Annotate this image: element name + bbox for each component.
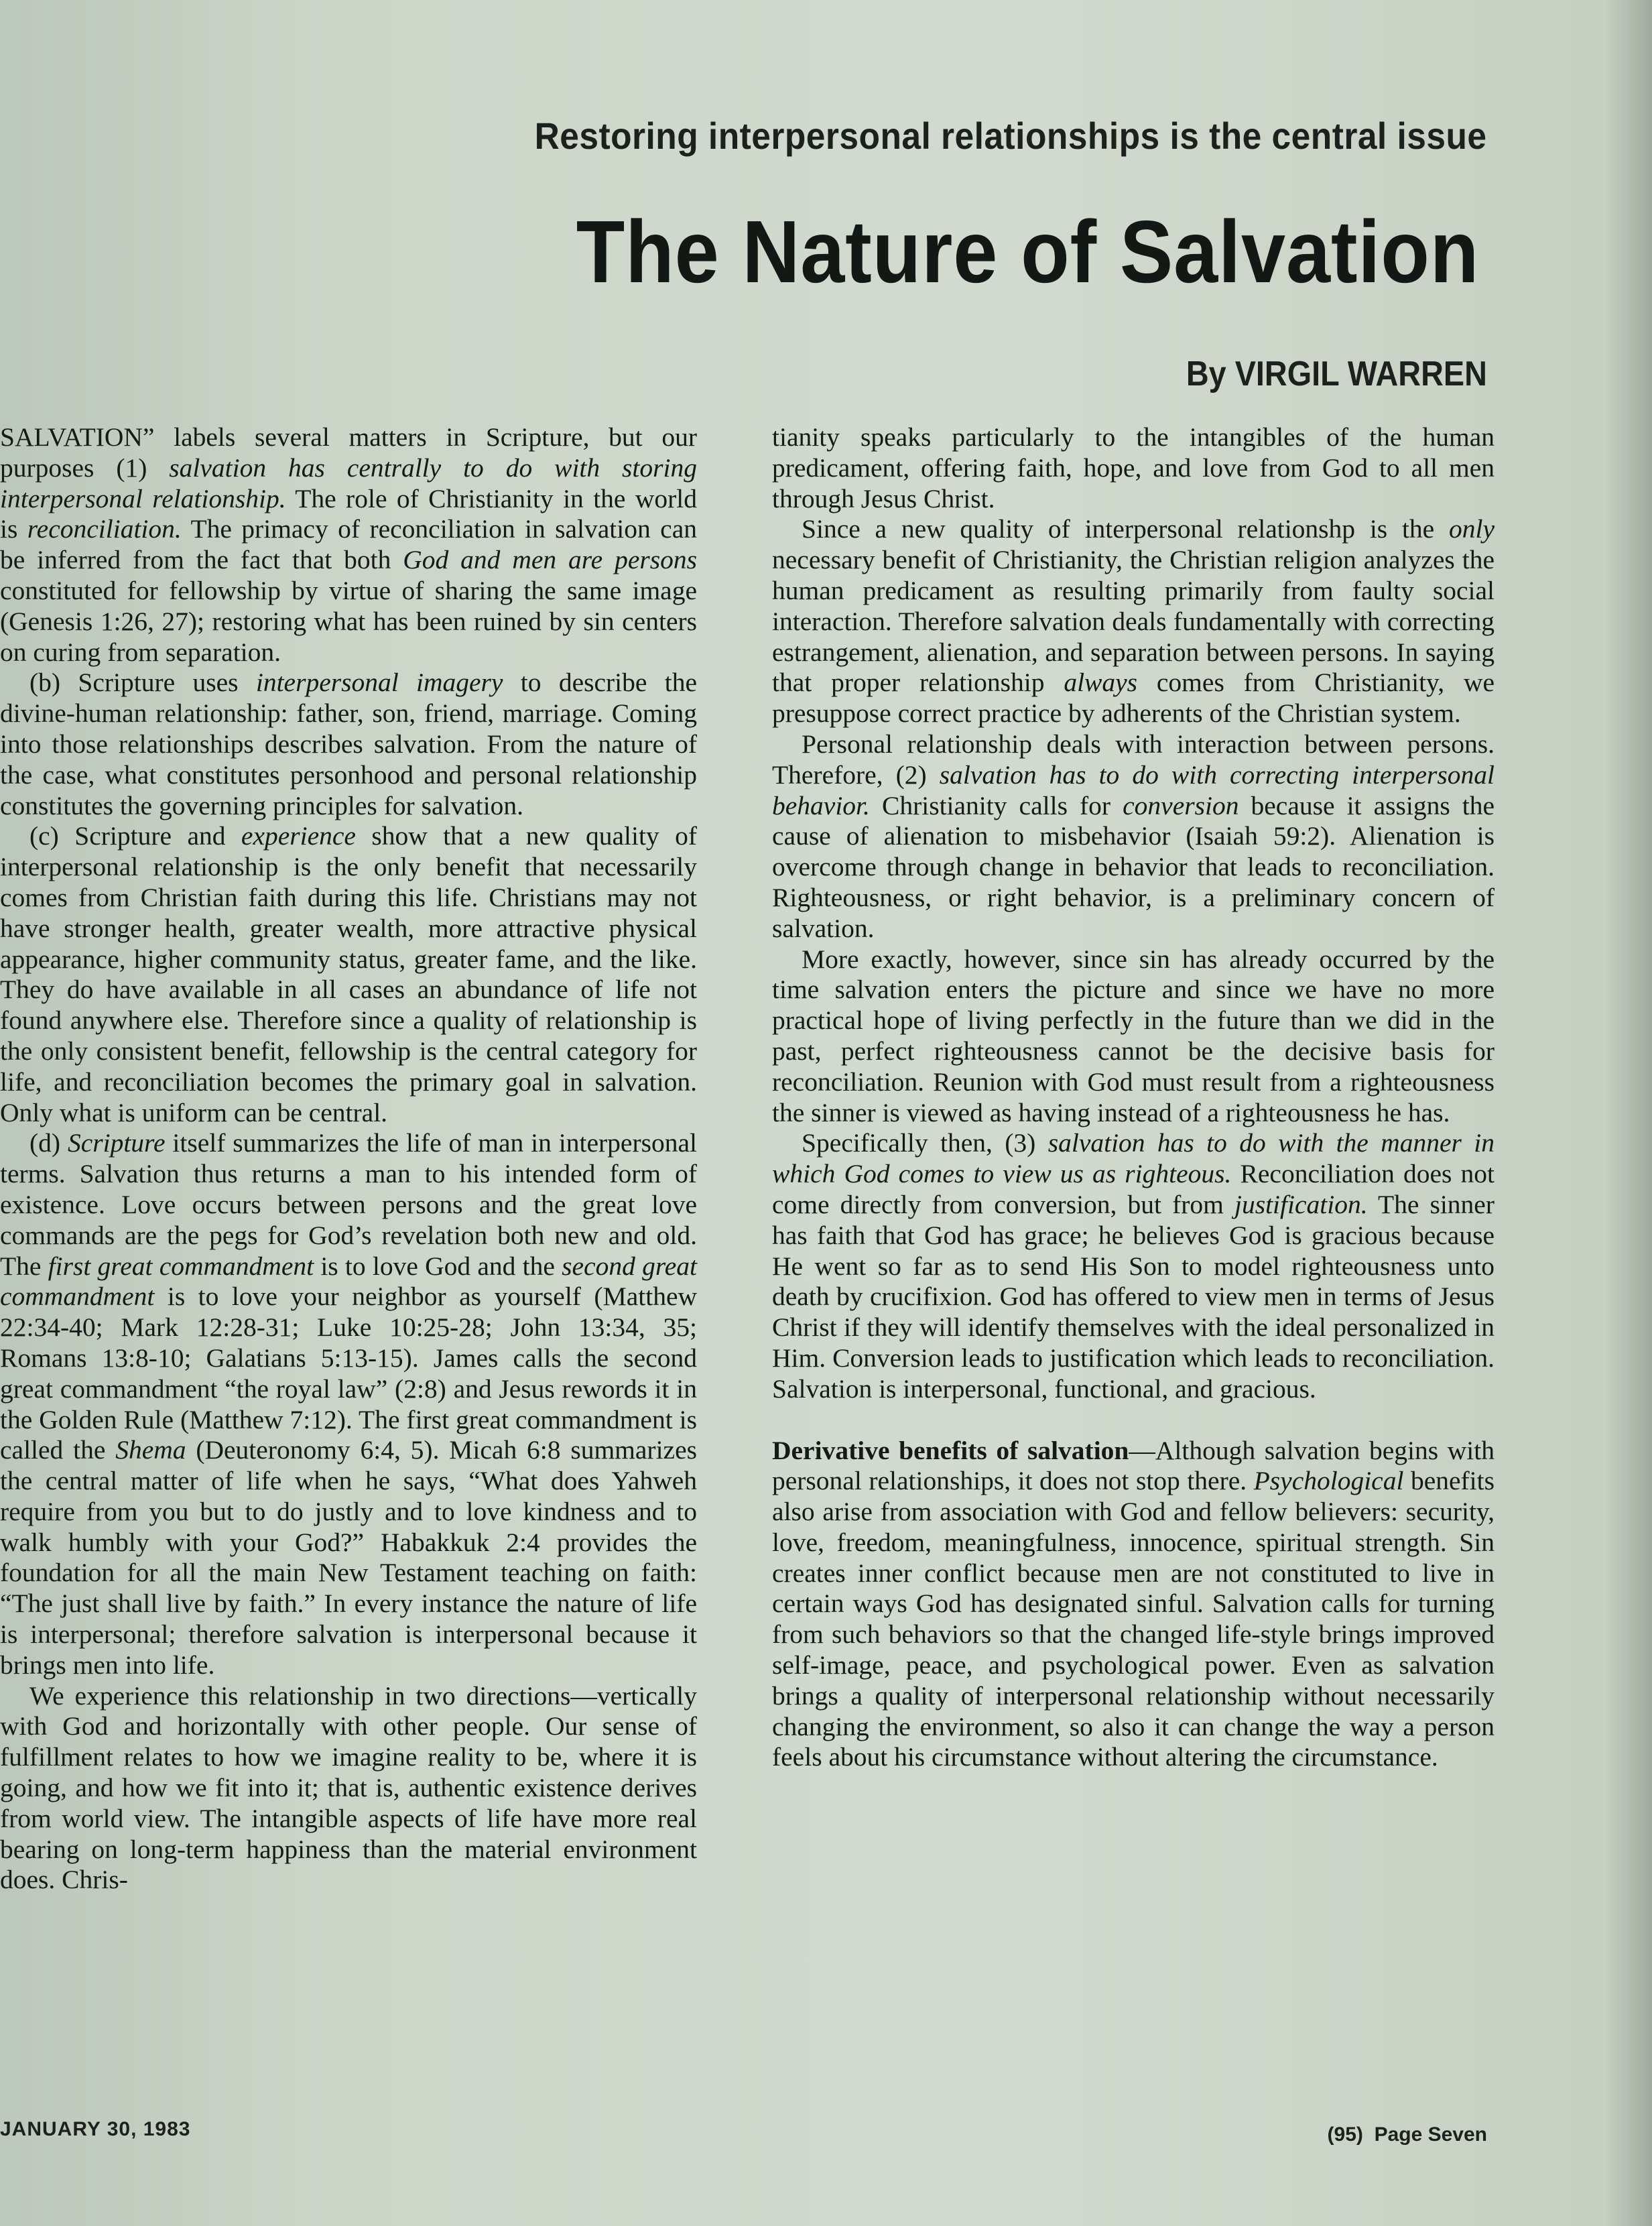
paragraph: Personal relationship deals with interaction between persons. Therefore, (2) salvation has to do with correcting interpersonal behavior. Christianity calls for conversion because it assigns the cause of alienation to misbehavior (Isaiah 59:2). Alienation is overcome through change in behavior that leads to reconciliation. Righteousness, or right behavior, is a preliminary concern of salvation. (772, 729, 1495, 943)
paragraph: (b) Scripture uses interpersonal imagery to describe the divine-human relationship: father, son, friend, marriage. Coming into those relationships describes salvation. From the nature of the case, what constitutes personhood and personal relationship constitutes the governing principles for salvation. (0, 668, 698, 820)
paragraph: Since a new quality of interpersonal relationshp is the only necessary benefit of Christianity, the Christian religion analyzes the human predicament as resulting primarily from faulty social interaction. Therefore salvation deals fundamentally with correcting estrangement, alienation, and separation between persons. In saying that proper relationship always comes from Christianity, we presuppose correct practice by adherents of the Christian system. (772, 514, 1495, 729)
paragraph: (c) Scripture and experience show that a new quality of interpersonal relationship is the only benefit that necessarily comes from Christian faith during this life. Christians may not have stronger health, greater wealth, more attractive physical appearance, higher community status, greater fame, and the like. They do have available in all cases an abundance of life not found anywhere else. Therefore since a quality of relationship is the only consistent benefit, fellowship is the central category for life, and reconciliation becomes the primary goal in salvation. Only what is uniform can be central. (0, 821, 697, 1127)
article-byline: By VIRGIL WARREN (1186, 355, 1487, 393)
paragraph: SALVATION” labels several matters in Scripture, but our purposes (1) salvation has centrally to do with storing interpersonal relationship. The role of Christianity in the world is reconciliation. The primacy of reconciliation in salvation can be inferred from the fact that both God and men are persons constituted for fellowship by virtue of sharing the same image (Genesis 1:26, 27); restoring what has been ruined by sin centers on curing from separation. (0, 422, 698, 667)
article-title: The Nature of Salvation (576, 202, 1479, 301)
issue-date: JANUARY 30, 1983 (0, 2118, 191, 2140)
article-kicker: Restoring interpersonal relationships is the central issue (535, 115, 1487, 157)
page-number: (95) Page Seven (1327, 2123, 1487, 2146)
paragraph: tianity speaks particularly to the intangibles of the human predicament, offering faith, hope, and love from God to all men through Jesus Christ. (772, 422, 1495, 513)
section-subhead: Derivative benefits of salvation (772, 1435, 1129, 1465)
left-column (0, 422, 697, 1896)
paragraph: Derivative benefits of salvation—Although salvation begins with personal relationships, it does not stop there. Psychological benefits also arise from association with God and fellow believers: security, love, freedom, meaningfulness, innocence, spiritual strength. Sin creates inner conflict because men are not constituted to live in certain ways God has designated sinful. Salvation calls for turning from such behaviors so that the changed life-style brings improved self-image, peace, and psychological power. Even as salvation brings a quality of interpersonal relationship without necessarily changing the environment, so also it can change the way a person feels about his circumstance without altering the circumstance. (772, 1435, 1495, 1772)
right-column (772, 422, 1495, 1773)
page-gutter-shadow (1605, 0, 1652, 2226)
paragraph: (d) Scripture itself summarizes the life of man in interpersonal terms. Salvation thus returns a man to his intended form of existence. Love occurs between persons and the great love commands are the pegs for God’s revelation both new and old. The first great commandment is to love God and the second great commandment is to love your neighbor as yourself (Matthew 22:34-40; Mark 12:28-31; Luke 10:25-28; John 13:34, 35; Romans 13:8-10; Galatians 5:13-15). James calls the second great commandment “the royal law” (2:8) and Jesus rewords it in the Golden Rule (Matthew 7:12). The first great commandment is called the Shema (Deuteronomy 6:4, 5). Micah 6:8 summarizes the central matter of life when he says, “What does Yahweh require from you but to do justly and to love kindness and to walk humbly with your God?” Habakkuk 2:4 provides the foundation for all the main New Testament teaching on faith: “The just shall live by faith.” In every instance the nature of life is interpersonal; therefore salvation is interpersonal because it brings men into life. (0, 1128, 697, 1680)
paragraph: Specifically then, (3) salvation has to do with the manner in which God comes to view us as righteous. Reconciliation does not come directly from conversion, but from justification. The sinner has faith that God has grace; he believes God is gracious because He went so far as to send His Son to model righteousness unto death by crucifixion. God has offered to view men in terms of Jesus Christ if they will identify themselves with the ideal personalized in Him. Conversion leads to justification which leads to reconciliation. Salvation is interpersonal, functional, and gracious. (772, 1128, 1495, 1404)
paragraph: More exactly, however, since sin has already occurred by the time salvation enters the picture and since we have no more practical hope of living perfectly in the future than we did in the past, perfect righteousness cannot be the decisive basis for reconciliation. Reunion with God must result from a righteousness the sinner is viewed as having instead of a righteousness he has. (772, 944, 1495, 1127)
paragraph: We experience this relationship in two directions—vertically with God and horizontally with other people. Our sense of fulfillment relates to how we imagine reality to be, where it is going, and how we fit into it; that is, authentic existence derives from world view. The intangible aspects of life have more real bearing on long-term happiness than the material environment does. Chris- (0, 1680, 697, 1895)
